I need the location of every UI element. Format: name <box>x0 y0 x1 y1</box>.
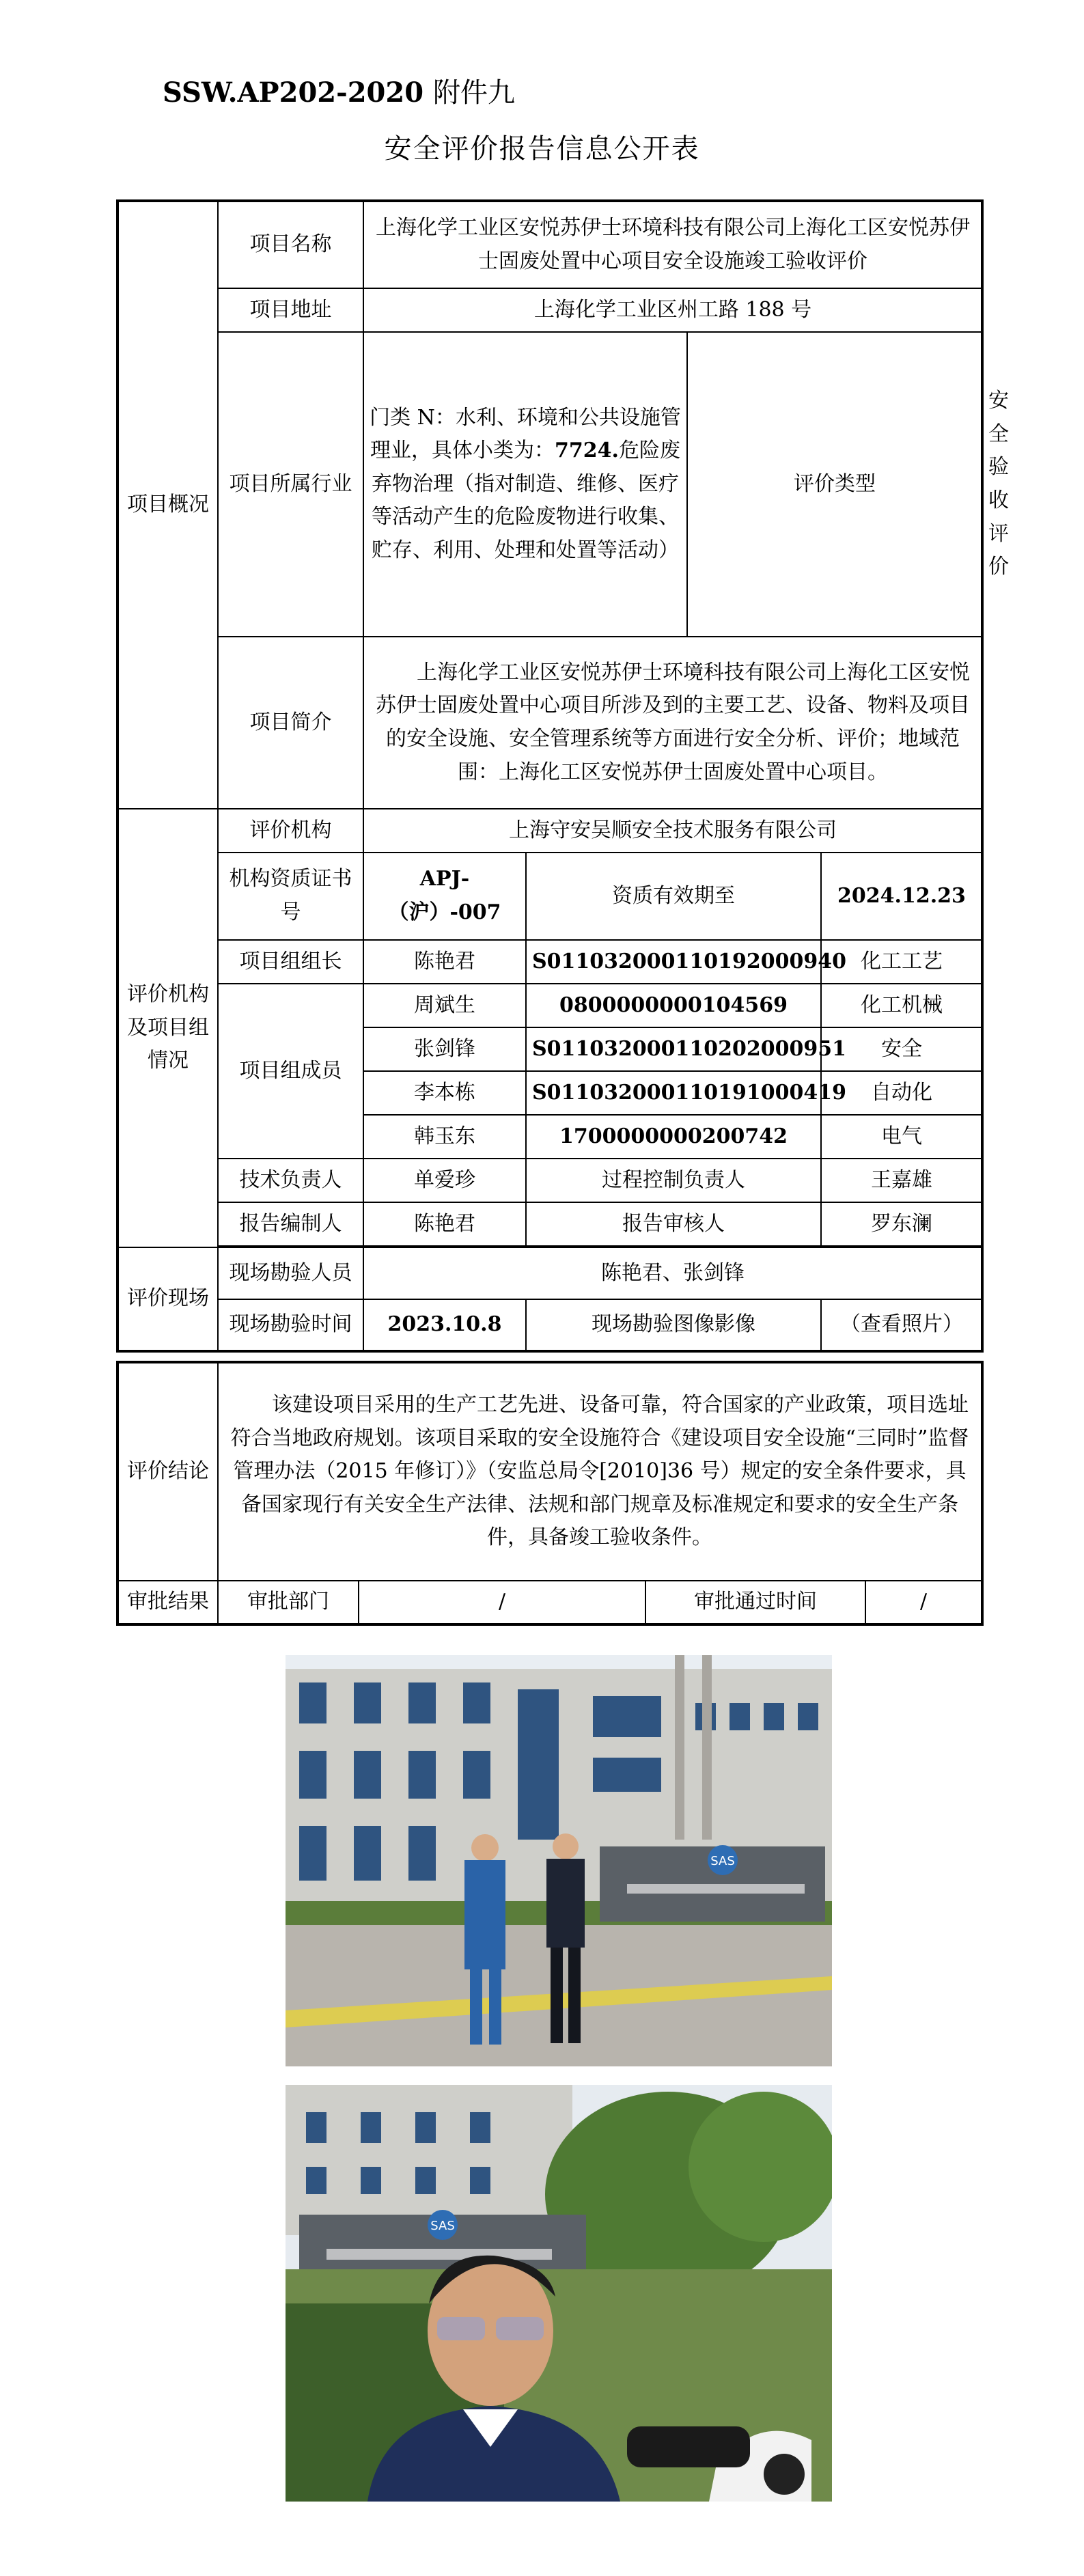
agency-value: 上海守安吴顺安全技术服务有限公司 <box>363 809 982 853</box>
team-members-label: 项目组成员 <box>218 984 363 1159</box>
team-leader-label: 项目组组长 <box>218 940 363 984</box>
member-id: 1700000000200742 <box>526 1115 821 1159</box>
member-major: 化工工艺 <box>821 940 982 984</box>
industry-description: 危险废弃物治理（指对制造、维修、医疗等活动产生的危险废物进行收集、贮存、利用、处理和处置等活动） <box>372 439 680 562</box>
document-code-text: SSW.AP202-2020 <box>163 77 424 109</box>
section-site: 评价现场 <box>117 1247 218 1351</box>
view-photos-link[interactable]: （查看照片） <box>821 1299 982 1351</box>
project-address-label: 项目地址 <box>218 288 363 332</box>
site-staff-label: 现场勘验人员 <box>218 1247 363 1299</box>
member-id: S011032000110191000419 <box>526 1071 821 1115</box>
evaluation-type-label: 评价类型 <box>687 332 982 637</box>
member-name: 陈艳君 <box>363 940 526 984</box>
member-id: S011032000110202000951 <box>526 1027 821 1071</box>
member-id: 0800000000104569 <box>526 984 821 1027</box>
writer-value: 陈艳君 <box>363 1202 526 1246</box>
reviewer-value: 罗东澜 <box>821 1202 982 1246</box>
approval-result-label: 审批结果 <box>117 1581 218 1624</box>
conclusion-text: 该建设项目采用的生产工艺先进、设备可靠，符合国家的产业政策，项目选址符合当地政府规划。该项目采取的安全设施符合《建设项目安全设施“三同时”监督管理办法（2015 年修订）》（安监总局令[2010]36 号）规定的安全条件要求，具备国家现行有关安全生产法律、法规和部门规章及标准规定和要求的安全生产条件，具备竣工验收条件。 <box>218 1362 982 1581</box>
project-brief-value: 上海化学工业区安悦苏伊士环境科技有限公司上海化工区安悦苏伊士固废处置中心项目所涉及到的主要工艺、设备、物料及项目的安全设施、安全管理系统等方面进行安全分析、评价；地域范围：上海化工区安悦苏伊士固废处置中心项目。 <box>363 637 982 809</box>
project-name-value: 上海化学工业区安悦苏伊士环境科技有限公司上海化工区安悦苏伊士固废处置中心项目安全设施竣工验收评价 <box>363 201 982 288</box>
member-name: 周斌生 <box>363 984 526 1027</box>
industry-label: 项目所属行业 <box>218 332 363 637</box>
approval-dept-value: / <box>359 1581 645 1624</box>
table-row <box>117 984 982 1027</box>
approval-time-label: 审批通过时间 <box>645 1581 865 1624</box>
industry-code: 7724. <box>555 439 619 463</box>
page-title: 安全评价报告信息公开表 <box>384 133 700 165</box>
attachment-label: 附件九 <box>433 77 515 109</box>
site-time-value: 2023.10.8 <box>363 1299 526 1351</box>
member-major: 化工机械 <box>821 984 982 1027</box>
member-id: S011032000110192000940 <box>526 940 821 984</box>
member-name: 韩玉东 <box>363 1115 526 1159</box>
process-lead-label: 过程控制负责人 <box>526 1159 821 1202</box>
tech-lead-value: 单爱珍 <box>363 1159 526 1202</box>
writer-label: 报告编制人 <box>218 1202 363 1246</box>
member-major: 自动化 <box>821 1071 982 1115</box>
agency-label: 评价机构 <box>218 809 363 853</box>
site-photo-1 <box>286 1655 832 2066</box>
project-address-value: 上海化学工业区州工路 188 号 <box>363 288 982 332</box>
site-photo-1-image <box>286 1655 832 2066</box>
document-code <box>163 71 515 110</box>
member-major: 安全 <box>821 1027 982 1071</box>
industry-value <box>363 332 687 637</box>
industry-category: 门类 N：水利、环境和公共设施管理业，具体小类为： <box>370 405 681 463</box>
section-project-overview: 项目概况 <box>117 201 218 809</box>
member-major: 电气 <box>821 1115 982 1159</box>
project-brief-label: 项目简介 <box>218 637 363 809</box>
approval-time-value: / <box>865 1581 982 1624</box>
reviewer-label: 报告审核人 <box>526 1202 821 1246</box>
site-staff-value: 陈艳君、张剑锋 <box>363 1247 982 1299</box>
approval-dept-label: 审批部门 <box>218 1581 359 1624</box>
project-name-label: 项目名称 <box>218 201 363 288</box>
site-image-label: 现场勘验图像影像 <box>526 1299 821 1351</box>
site-photo-2 <box>286 2085 832 2502</box>
member-name: 李本栋 <box>363 1071 526 1115</box>
cert-value: APJ-（沪）-007 <box>363 853 526 940</box>
photo1-sign-text: SAS <box>710 1854 735 1868</box>
member-name: 张剑锋 <box>363 1027 526 1071</box>
site-time-label: 现场勘验时间 <box>218 1299 363 1351</box>
conclusion-label: 评价结论 <box>117 1362 218 1581</box>
table-row <box>117 940 982 984</box>
info-table: 项目概况 项目名称 上海化学工业区安悦苏伊士环境科技有限公司上海化工区安悦苏伊士固废处置中心项目安全设施竣工验收评价 项目地址 上海化学工业区州工路 188 号 项目所属行业 门类 N：水利、环境和公共设施管理业，具体小类为：7724.危险废弃物治理（指对制造、维修、医疗等活动产生的危险废物进行收集、贮存、利用、处理和处置等活动） 评价类型 安全验收评价 项目简介 上海化学工业区安悦苏伊士环境科技有限公司上海化工区安悦苏伊士固废处置中心项目所涉及到的主要工艺、设备、物料及项目的安全设施、安全管理系统等方面进行安全分析、评价；地域范围：上海化工区安悦苏伊士固废处置中心项目。 评价机构及项目组情况 评价机构 上海守安吴顺安全技术服务有限公司 机构资质证书号 APJ-（沪）-007 资质有效期至 2024.12.23 项目组组长 陈艳君 S011032000110192000940 化工工艺 项目组成员 周斌生 0800000000104569 化工机械 张剑锋 S011032000110202000951 安全 李本栋 S011032000110191000419 自动化 韩玉东 1700000000200742 电气 技术负责人 单爱珍 过程控制负责人 王嘉雄 报告编制人 陈艳君 报告审核人 罗东澜 评价现场 现场勘验人员 陈艳君、张剑锋 现场勘验时间 2023.10.8 现场勘验图像影像 （查看照片） <box>116 199 984 1353</box>
section-agency: 评价机构及项目组情况 <box>117 809 218 1247</box>
validity-label: 资质有效期至 <box>526 853 821 940</box>
validity-value: 2024.12.23 <box>821 853 982 940</box>
cert-label: 机构资质证书号 <box>218 853 363 940</box>
tech-lead-label: 技术负责人 <box>218 1159 363 1202</box>
site-photo-2-image <box>286 2085 832 2502</box>
photo2-sign-text: SAS <box>430 2219 455 2233</box>
process-lead-value: 王嘉雄 <box>821 1159 982 1202</box>
conclusion-table <box>116 1361 984 1626</box>
